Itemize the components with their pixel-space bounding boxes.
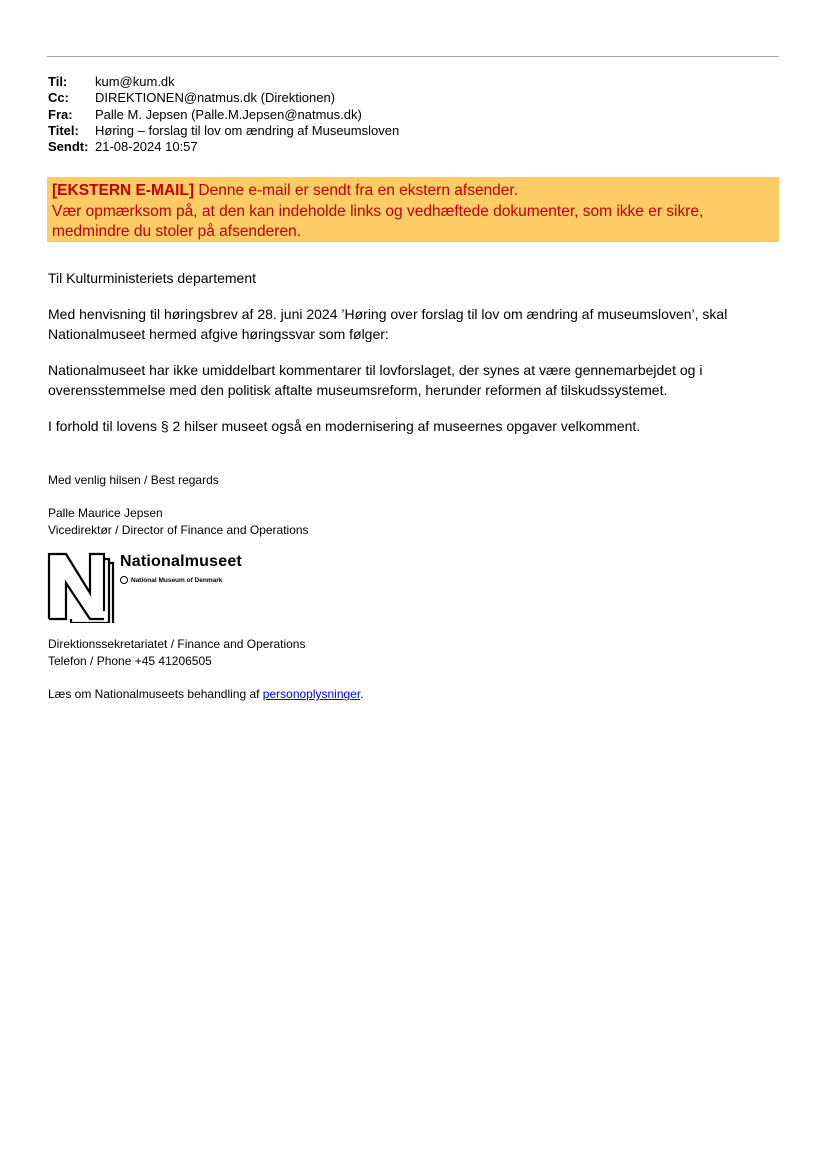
logo-name: Nationalmuseet: [120, 553, 242, 570]
from-label: Fra:: [48, 106, 73, 122]
logo-subtitle: National Museum of Denmark: [131, 576, 223, 584]
from-value: Palle M. Jepsen (Palle.M.Jepsen@natmus.dk): [95, 106, 362, 122]
cc-row: [48, 90, 399, 106]
signer-title: Vicedirektør / Director of Finance and Operations: [48, 523, 309, 537]
privacy-prefix: Læs om Nationalmuseets behandling af: [48, 687, 263, 701]
sent-value: 21-08-2024 10:57: [95, 139, 198, 155]
warning-line-1: [52, 181, 774, 202]
privacy-link[interactable]: personoplysninger: [262, 687, 361, 701]
cc-label: Cc:: [48, 90, 69, 106]
crest-icon: [120, 576, 128, 584]
nationalmuseet-n-icon: [46, 551, 116, 623]
subject-value: Høring – forslag til lov om ændring af Museumsloven: [95, 122, 400, 138]
closing: Med venlig hilsen / Best regards: [48, 473, 219, 487]
from-row: [48, 107, 399, 123]
external-email-warning: [47, 177, 779, 242]
to-label: Til:: [48, 74, 68, 89]
nationalmuseet-logo: [46, 551, 266, 623]
header-divider: [47, 56, 779, 57]
department: Direktionssekretariatet / Finance and Operations: [48, 637, 306, 651]
greeting: Til Kulturministeriets departement: [48, 270, 257, 286]
warning-line-3: medmindre du stoler på afsenderen.: [52, 223, 302, 240]
warning-line-2: Vær opmærksom på, at den kan indeholde links og vedhæftede dokumenter, som ikke er sikre,: [52, 202, 704, 220]
warning-text-1: Denne e-mail er sendt fra en ekstern afsender.: [194, 182, 519, 199]
body-paragraph-3: I forhold til lovens § 2 hilser museet også en modernisering af museernes opgaver velkomment.: [48, 418, 641, 434]
privacy-suffix: .: [360, 687, 364, 701]
warning-tag: [EKSTERN E-MAIL]: [52, 182, 195, 199]
to-value: kum@kum.dk: [95, 74, 175, 89]
body-paragraph-2: Nationalmuseet har ikke umiddelbart kommentarer til lovforslaget, der synes at være gennemarbejdet og i overensstemmelse med den politisk aftalte museumsreform, herunder reformen af tilskudssystemet.: [48, 362, 703, 398]
subject-row: [48, 123, 399, 139]
cc-value: DIREKTIONEN@natmus.dk (Direktionen): [95, 90, 336, 106]
email-header: [48, 74, 399, 155]
phone: Telefon / Phone +45 41206505: [48, 654, 212, 668]
logo-subtitle-row: [120, 576, 222, 584]
sent-label: Sendt:: [48, 139, 89, 155]
to-row: [48, 74, 399, 90]
sent-row: [48, 139, 399, 155]
signer-name: Palle Maurice Jepsen: [48, 506, 163, 520]
body-paragraph-1: Med henvisning til høringsbrev af 28. juni 2024 ’Høring over forslag til lov om ændring af museumsloven’, skal Nationalmuseet hermed afgive høringssvar som følger:: [48, 306, 728, 342]
subject-label: Titel:: [48, 122, 79, 138]
privacy-notice: [48, 686, 364, 703]
